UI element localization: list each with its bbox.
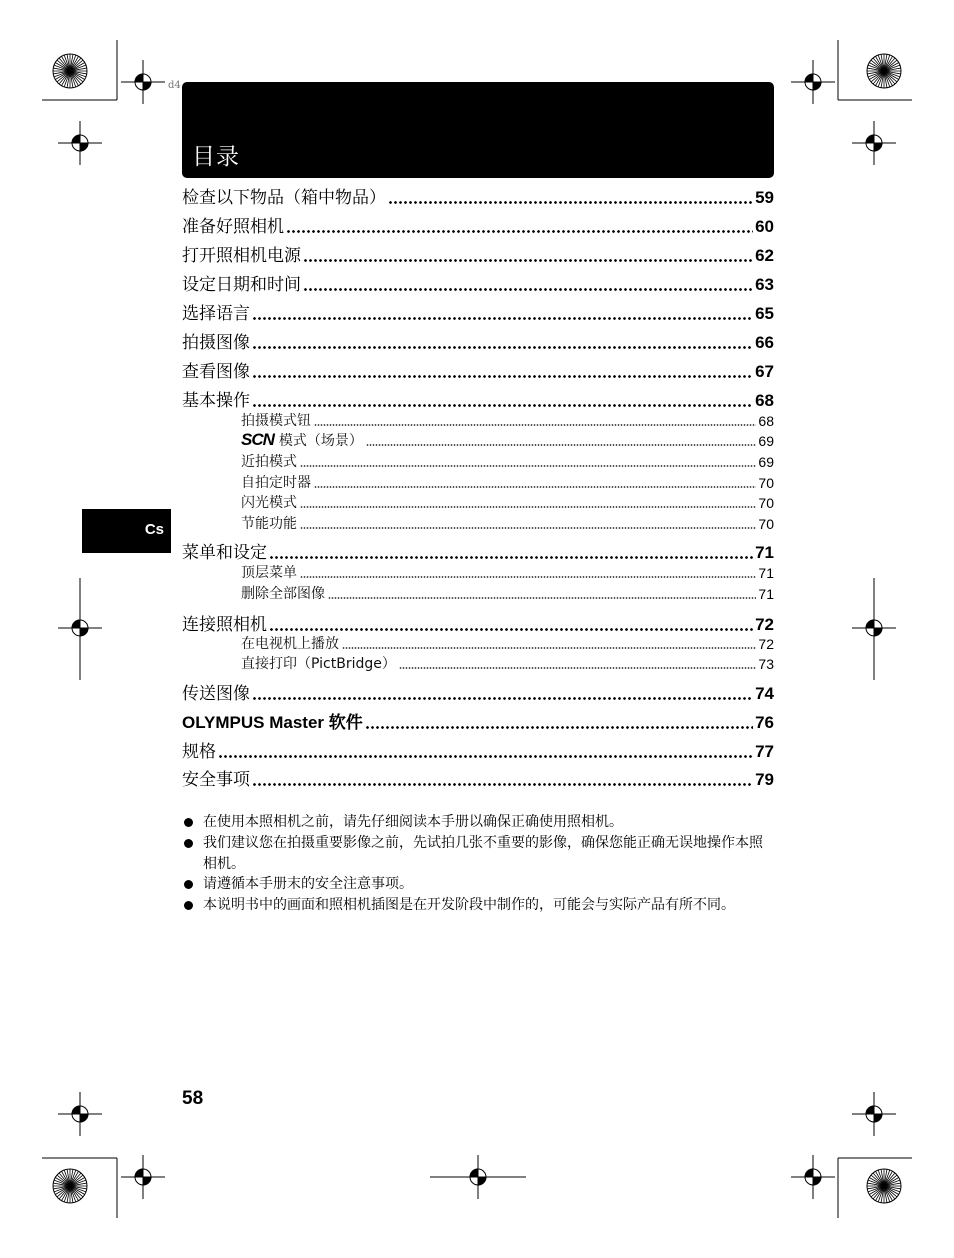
subtoc-row[interactable] — [241, 432, 774, 450]
subtoc-label: 节能功能 — [241, 516, 297, 532]
toc-page: 76 — [755, 713, 774, 732]
toc-label: 菜单和设定 — [182, 543, 267, 563]
subtoc-label: 顶层菜单 — [241, 565, 297, 581]
toc-page: 67 — [755, 362, 774, 381]
job-code: d4 — [168, 80, 181, 91]
toc-page: 68 — [755, 391, 774, 410]
toc-page: 66 — [755, 333, 774, 352]
toc-page: 62 — [755, 246, 774, 265]
toc-row[interactable] — [182, 243, 774, 267]
toc-row[interactable] — [182, 540, 774, 564]
leader-dots — [314, 486, 756, 488]
leader-dots — [252, 317, 753, 320]
note-text: 请遵循本手册末的安全注意事项。 — [203, 876, 413, 892]
language-tab — [82, 509, 171, 553]
leader-dots — [269, 628, 753, 631]
toc-page: 77 — [755, 742, 774, 761]
subtoc-label: 在电视机上播放 — [241, 636, 339, 652]
toc-row[interactable] — [182, 272, 774, 296]
toc-page: 74 — [755, 684, 774, 703]
toc-row[interactable] — [182, 739, 774, 763]
note-item — [184, 895, 776, 916]
page-title: 目录 — [192, 144, 240, 170]
subtoc-row[interactable] — [241, 635, 774, 653]
note-text: 在使用本照相机之前，请先仔细阅读本手册以确保正确使用照相机。 — [203, 814, 623, 830]
subtoc-label: 删除全部图像 — [241, 586, 325, 602]
subtoc-row[interactable] — [241, 412, 774, 430]
leader-dots — [399, 667, 757, 669]
note-item — [184, 812, 776, 833]
toc-label: 打开照相机电源 — [182, 246, 301, 266]
subtoc-label: 直接打印（PictBridge） — [241, 656, 396, 672]
toc-page: 59 — [755, 188, 774, 207]
toc-row[interactable] — [182, 301, 774, 325]
toc-label: 规格 — [182, 742, 216, 762]
subtoc-row[interactable] — [241, 515, 774, 533]
subtoc-row[interactable] — [241, 564, 774, 582]
note-text: 我们建议您在拍摄重要影像之前，先试拍几张不重要的影像，确保您能正确无误地操作本照相机。 — [203, 835, 763, 872]
toc-row[interactable] — [182, 681, 774, 705]
note-item — [184, 833, 776, 875]
toc-page: 63 — [755, 275, 774, 294]
leader-dots — [314, 424, 756, 426]
subtoc-label: 闪光模式 — [241, 495, 297, 511]
toc-label: 连接照相机 — [182, 615, 267, 635]
leader-dots — [388, 201, 753, 204]
subtoc-page: 69 — [758, 454, 774, 470]
toc-label: OLYMPUS Master 软件 — [182, 713, 363, 732]
language-tab-label: Cs — [144, 521, 164, 538]
leader-dots — [365, 726, 753, 729]
toc-row[interactable] — [182, 330, 774, 354]
toc-row[interactable] — [182, 214, 774, 238]
page-number: 58 — [182, 1088, 204, 1109]
subtoc-page: 68 — [758, 413, 774, 429]
leader-dots — [252, 404, 753, 407]
leader-dots — [300, 465, 756, 467]
toc-label: 基本操作 — [182, 391, 250, 411]
leader-dots — [328, 597, 756, 599]
subtoc-page: 70 — [758, 495, 774, 511]
leader-dots — [300, 506, 756, 508]
subtoc-row[interactable] — [241, 474, 774, 492]
leader-dots — [366, 444, 757, 446]
toc-label: 拍摄图像 — [182, 333, 250, 353]
note-text: 本说明书中的画面和照相机插图是在开发阶段中制作的，可能会与实际产品有所不同。 — [203, 897, 735, 913]
leader-dots — [300, 527, 756, 529]
bullet-icon — [184, 901, 193, 910]
toc-page: 72 — [755, 615, 774, 634]
leader-dots — [269, 556, 753, 559]
toc-row[interactable] — [182, 388, 774, 412]
subtoc-label: 模式（场景） — [278, 433, 363, 449]
subtoc-label: 自拍定时器 — [241, 475, 311, 491]
bullet-icon — [184, 839, 193, 848]
toc-row[interactable] — [182, 359, 774, 383]
note-item — [184, 874, 776, 895]
subtoc-label: 近拍模式 — [241, 454, 297, 470]
leader-dots — [300, 576, 756, 578]
subtoc-row[interactable] — [241, 655, 774, 673]
toc-label: 安全事项 — [182, 770, 250, 790]
subtoc-row[interactable] — [241, 494, 774, 512]
scn-mode-icon: SCN — [241, 430, 274, 449]
subtoc-page: 71 — [758, 565, 774, 581]
leader-dots — [252, 697, 753, 700]
subtoc-row[interactable] — [241, 453, 774, 471]
subtoc-page: 71 — [758, 586, 774, 602]
toc-row[interactable] — [182, 710, 774, 734]
subtoc-row[interactable] — [241, 585, 774, 603]
toc-row[interactable] — [182, 767, 774, 791]
leader-dots — [252, 783, 753, 786]
header-bar — [182, 82, 774, 178]
toc-row[interactable] — [182, 612, 774, 636]
subtoc-page: 73 — [758, 656, 774, 672]
toc-label: 选择语言 — [182, 304, 250, 324]
leader-dots — [218, 755, 753, 758]
toc-label: 查看图像 — [182, 362, 250, 382]
toc-label: 传送图像 — [182, 684, 250, 704]
leader-dots — [286, 230, 753, 233]
toc-page: 60 — [755, 217, 774, 236]
bullet-icon — [184, 880, 193, 889]
toc-row[interactable] — [182, 185, 774, 209]
bullet-icon — [184, 818, 193, 827]
leader-dots — [342, 647, 756, 649]
toc-label: 设定日期和时间 — [182, 275, 301, 295]
subtoc-page: 72 — [758, 636, 774, 652]
toc-label: 检查以下物品（箱中物品） — [182, 188, 386, 208]
leader-dots — [252, 346, 753, 349]
subtoc-page: 69 — [758, 433, 774, 449]
toc-page: 71 — [755, 543, 774, 562]
leader-dots — [252, 375, 753, 378]
subtoc-label: 拍摄模式钮 — [241, 413, 311, 429]
leader-dots — [303, 259, 753, 262]
leader-dots — [303, 288, 753, 291]
subtoc-page: 70 — [758, 516, 774, 532]
subtoc-page: 70 — [758, 475, 774, 491]
toc-page: 79 — [755, 770, 774, 789]
toc-page: 65 — [755, 304, 774, 323]
toc-label: 准备好照相机 — [182, 217, 284, 237]
